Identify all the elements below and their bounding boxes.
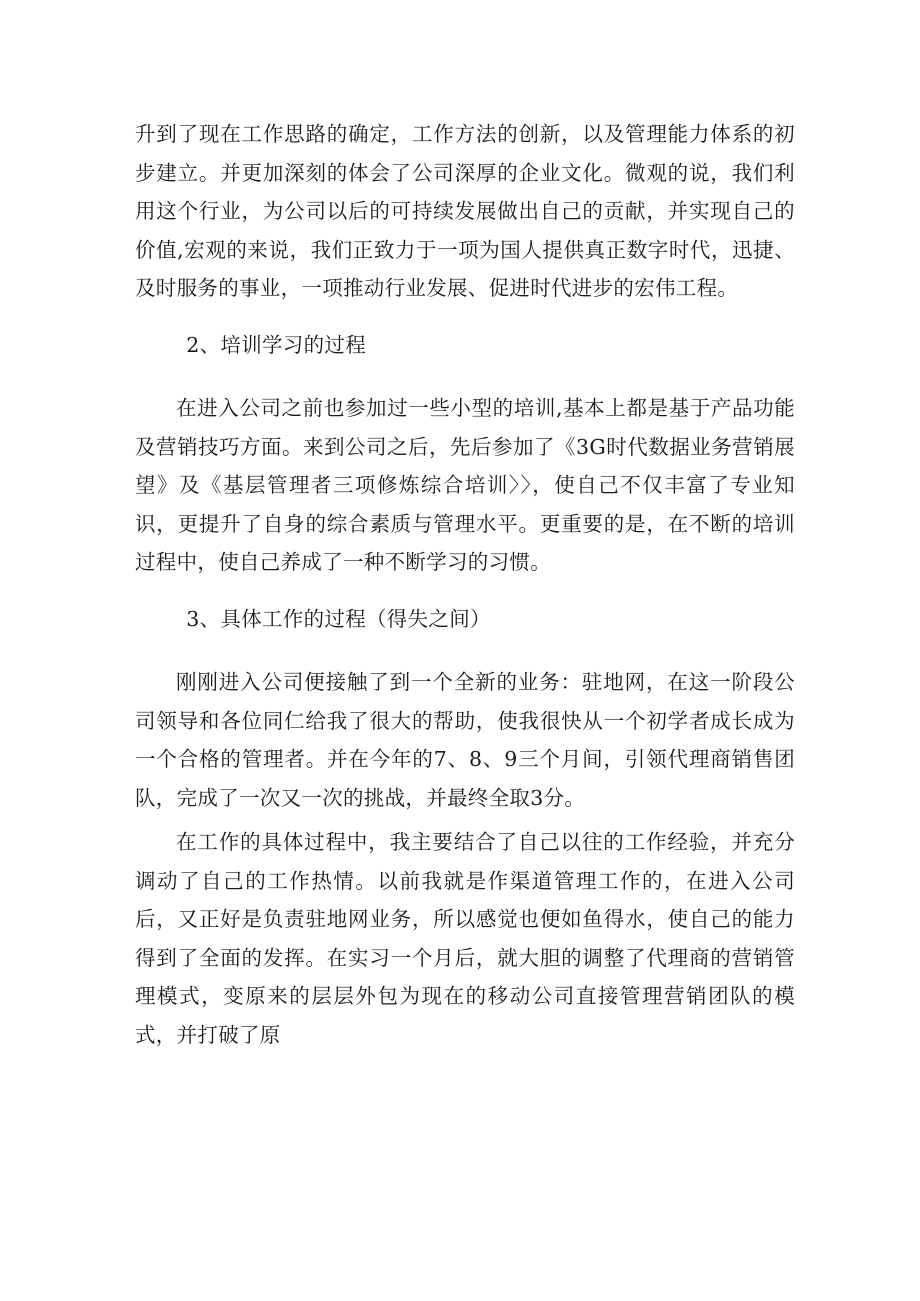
document-body — [135, 115, 795, 1054]
paragraph-new-business: 刚刚进入公司便接触了到一个全新的业务：驻地网，在这一阶段公司领导和各位同仁给我了很大的帮助，使我很快从一个初学者成长成为一个合格的管理者。并在今年的7、8、9三个月间，引领代理商销售团队，完成了一次又一次的挑战，并最终全取3分。 — [135, 670, 795, 810]
section-heading-work-process: 3、具体工作的过程（得失之间） — [186, 606, 491, 631]
paragraph-continued: 升到了现在工作思路的确定，工作方法的创新，以及管理能力体系的初步建立。并更加深刻的体会了公司深厚的企业文化。微观的说，我们利用这个行业，为公司以后的可持续发展做出自己的贡献，并实现自己的价值,宏观的来说，我们正致力于一项为国人提供真正数字时代，迅捷、及时服务的事业，一项推动行业发展、促进时代进步的宏伟工程。 — [135, 122, 795, 300]
section-heading-training: 2、培训学习的过程 — [186, 332, 366, 357]
paragraph-work-details: 在工作的具体过程中，我主要结合了自己以往的工作经验，并充分调动了自己的工作热情。以前我就是作渠道管理工作的，在进入公司后，又正好是负责驻地网业务，所以感觉也便如鱼得水，使自己的能力得到了全面的发挥。在实习一个月后，就大胆的调整了代理商的营销管理模式，变原来的层层外包为现在的移动公司直接管理营销团队的模式，并打破了原 — [135, 830, 795, 1047]
paragraph-training: 在进入公司之前也参加过一些小型的培训,基本上都是基于产品功能及营销技巧方面。来到公司之后，先后参加了《3G时代数据业务营销展望》及《基层管理者三项修炼综合培训〉〉，使自己不仅丰富了专业知识，更提升了自身的综合素质与管理水平。更重要的是，在不断的培训过程中，使自己养成了一种不断学习的习惯。 — [135, 396, 795, 574]
